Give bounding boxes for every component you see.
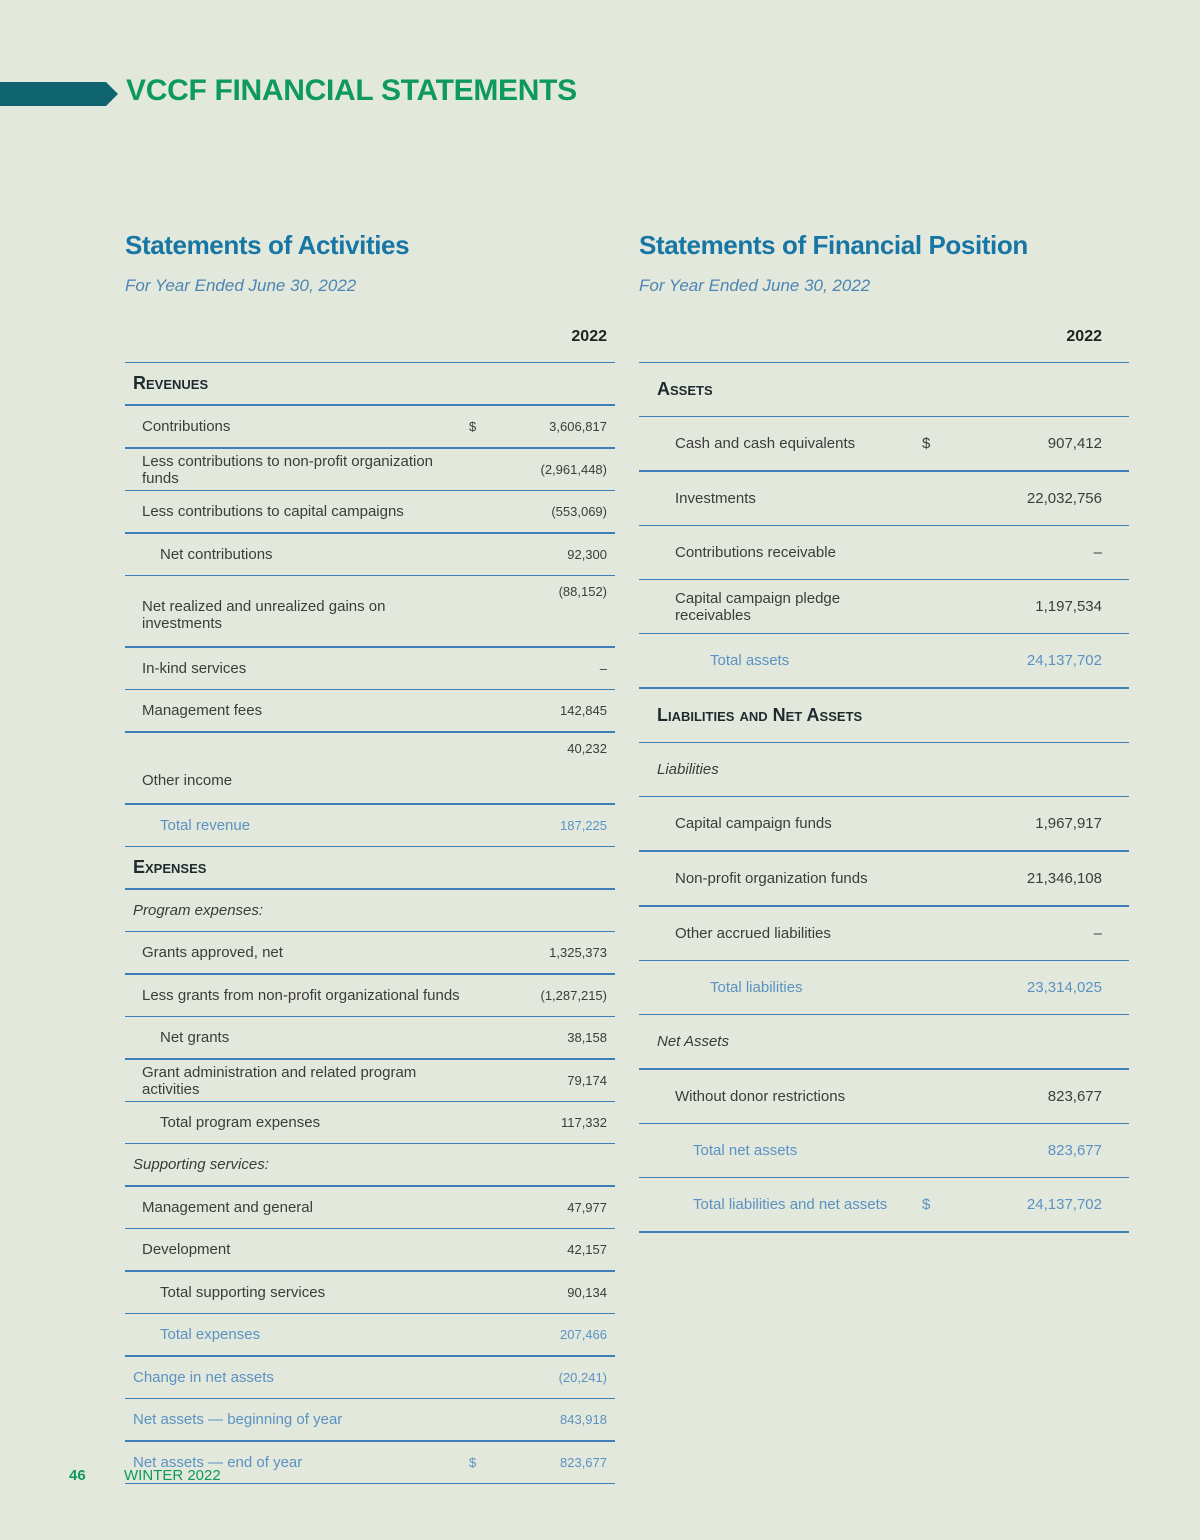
total-assets-row: Total assets 24,137,702 (639, 634, 1129, 689)
change-net-assets-row: Change in net assets (20,241) (125, 1356, 615, 1399)
liabilities-heading: Liabilities (639, 743, 1129, 797)
table-row: Less grants from non-profit organizational funds (1,287,215) (125, 974, 615, 1017)
supporting-services-heading: Supporting services: (125, 1144, 615, 1187)
position-table (639, 328, 1129, 1233)
table-row: Grant administration and related program activities 79,174 (125, 1059, 615, 1102)
table-row: Less contributions to capital campaigns (553,069) (125, 491, 615, 534)
table-row: Without donor restrictions 823,677 (639, 1069, 1129, 1124)
year-header: 2022 (497, 328, 615, 363)
net-assets-end-row: Net assets — end of year $ 823,677 (125, 1441, 615, 1484)
assets-heading: Assets (639, 363, 1129, 417)
table-row: Capital campaign funds 1,967,917 (639, 797, 1129, 852)
activities-table (125, 328, 615, 1484)
total-revenue-row: Total revenue 187,225 (125, 804, 615, 847)
activities-subtitle: For Year Ended June 30, 2022 (125, 276, 357, 295)
liabilities-net-assets-heading: Liabilities and Net Assets (639, 688, 1129, 743)
table-row: Less contributions to non-profit organization funds (2,961,448) (125, 448, 615, 491)
table-row: Management fees 142,845 (125, 690, 615, 733)
total-liabilities-net-assets-row: Total liabilities and net assets $ 24,137,702 (639, 1178, 1129, 1233)
table-row: Cash and cash equivalents $ 907,412 (639, 417, 1129, 472)
position-subtitle: For Year Ended June 30, 2022 (639, 276, 871, 295)
position-title: Statements of Financial Position (639, 230, 1028, 260)
page-title: VCCF FINANCIAL STATEMENTS (126, 74, 577, 107)
activities-title: Statements of Activities (125, 230, 410, 260)
table-row: Net contributions 92,300 (125, 533, 615, 576)
revenues-heading: Revenues (125, 363, 615, 406)
table-row: Contributions receivable – (639, 526, 1129, 580)
table-row: Net grants 38,158 (125, 1017, 615, 1060)
table-row: Total supporting services 90,134 (125, 1271, 615, 1314)
total-net-assets-row: Total net assets 823,677 (639, 1124, 1129, 1178)
program-expenses-heading: Program expenses: (125, 889, 615, 932)
table-row: Net realized and unrealized gains on investments (88,152) (125, 576, 615, 648)
table-row: Non-profit organization funds 21,346,108 (639, 851, 1129, 906)
table-row: Grants approved, net 1,325,373 (125, 932, 615, 975)
table-row: Contributions $ 3,606,817 (125, 405, 615, 448)
table-row: Management and general 47,977 (125, 1186, 615, 1229)
total-liabilities-row: Total liabilities 23,314,025 (639, 961, 1129, 1015)
table-row: Development 42,157 (125, 1229, 615, 1272)
table-row: In-kind services – (125, 647, 615, 690)
issue-label: WINTER 2022 (124, 1467, 221, 1484)
table-row: Other accrued liabilities – (639, 906, 1129, 961)
table-row: Capital campaign pledge receivables 1,197,534 (639, 580, 1129, 634)
statements-of-activities (125, 228, 615, 1471)
statements-of-financial-position (639, 228, 1129, 1213)
expenses-heading: Expenses (125, 847, 615, 890)
year-header: 2022 (962, 328, 1129, 363)
table-row: Total program expenses 117,332 (125, 1102, 615, 1144)
net-assets-begin-row: Net assets — beginning of year 843,918 (125, 1399, 615, 1442)
header-accent-bar (0, 82, 118, 106)
table-row: Other income 40,232 (125, 732, 615, 804)
table-row: Investments 22,032,756 (639, 471, 1129, 526)
page-number: 46 (69, 1467, 86, 1484)
total-expenses-row: Total expenses 207,466 (125, 1314, 615, 1357)
net-assets-heading: Net Assets (639, 1015, 1129, 1070)
